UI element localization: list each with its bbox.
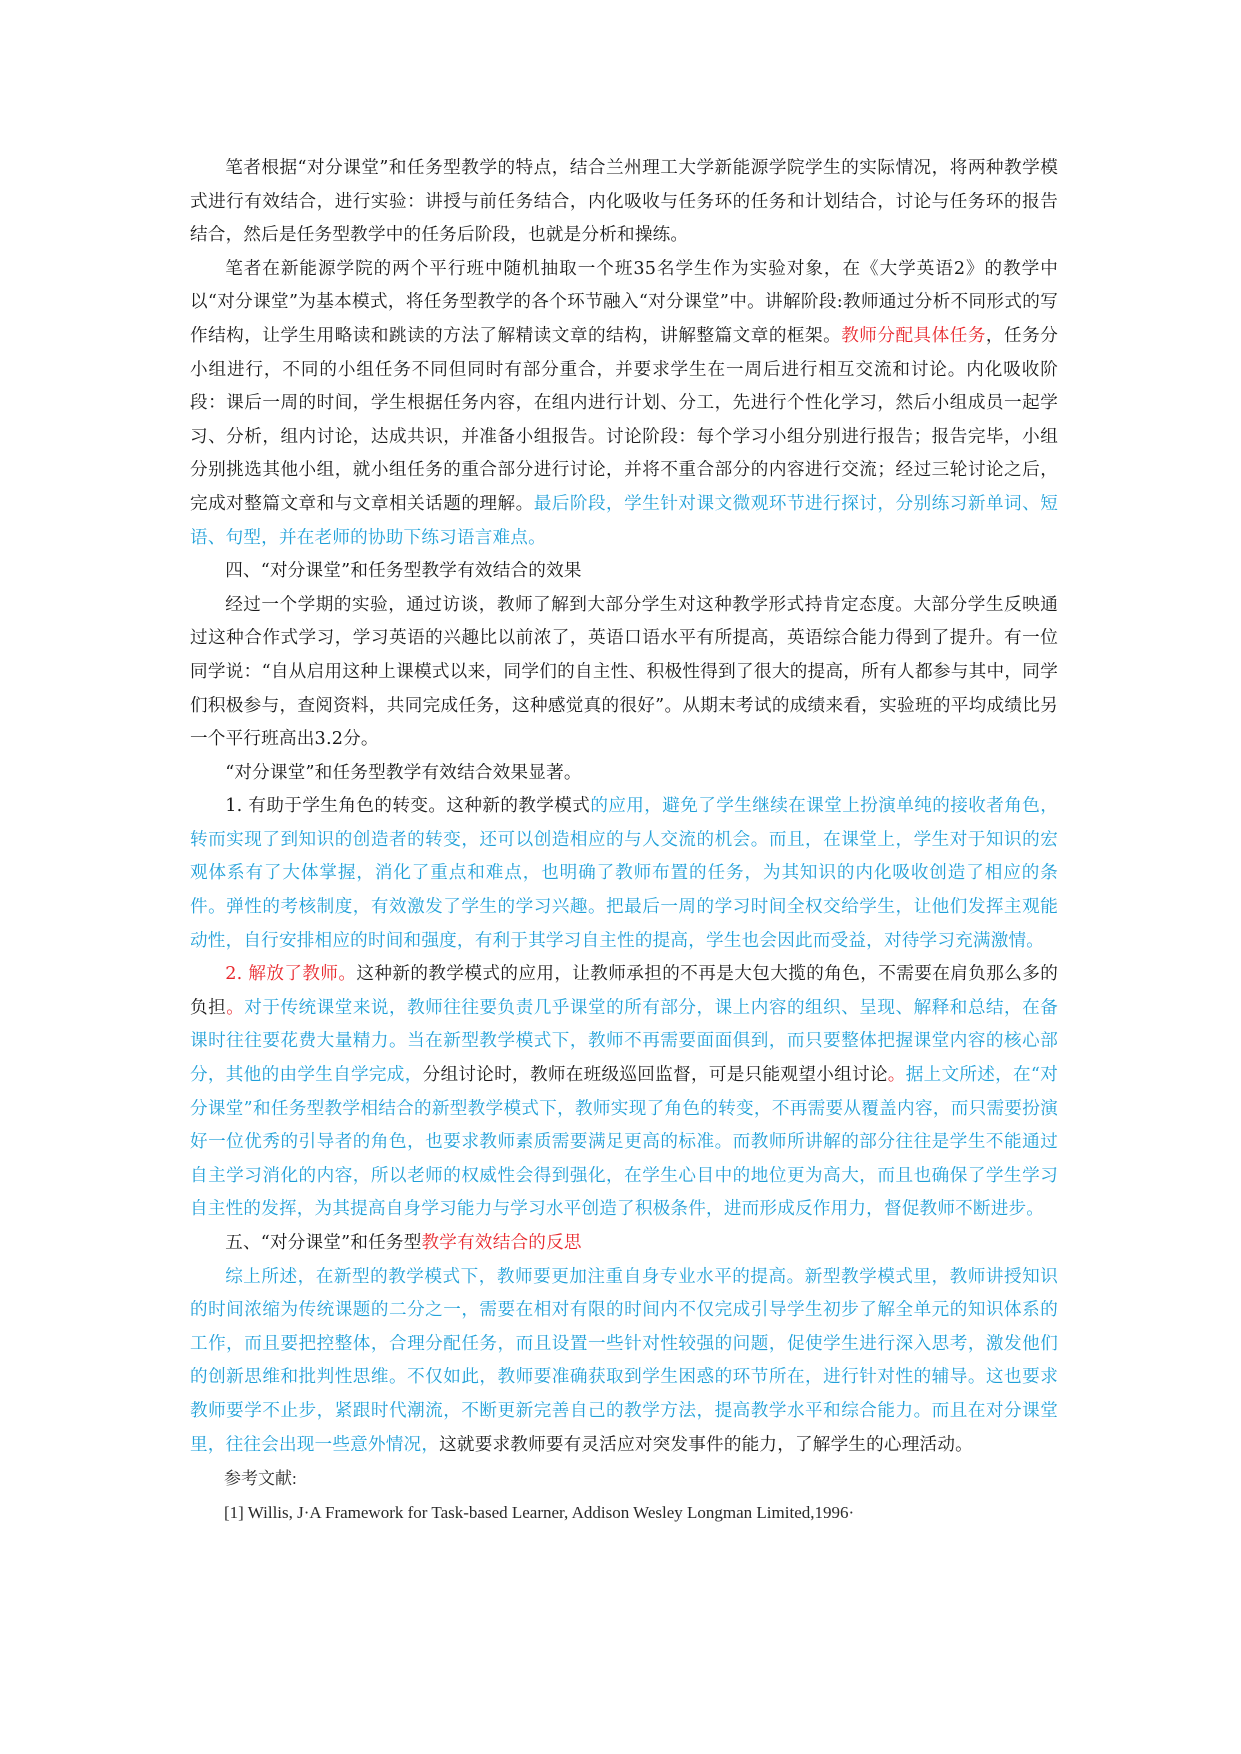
article-body: [190, 152, 1058, 1462]
document-page: [190, 152, 1058, 1529]
text-segment: ，任务分小组进行，不同的小组任务不同但同时有部分重合，并要求学生在一周后进行相互交流和讨论。内化吸收阶段：课后一周的时间，学生根据任务内容，在组内进行计划、分工，先进行个性化学习，然后小组成员一起学习、分析，组内讨论，达成共识，并准备小组报告。讨论阶段：每个学习小组分别进行报告；报告完毕，小组分别挑选其他小组，就小组任务的重合部分进行讨论，并将不重合部分的内容进行交流；经过三轮讨论之后，完成对整篇文章和与文章相关话题的理解。: [190, 325, 1058, 514]
text-segment: 1. 有助于学生角色的转变。这种新的教学模式: [225, 796, 591, 817]
body-paragraph: [190, 253, 1058, 555]
body-paragraph: [190, 589, 1058, 757]
text-segment: 对于传统课堂来说，教师往往要负责几乎课堂的所有部分，课上内容的组织、呈现、解释和总结，在备课时往往要花费大量精力。当在新型教学模式下，教师不再需要面面俱到，而只要整体把握课堂内容的核心部分，其他的由学生自学完成，: [190, 997, 1058, 1086]
body-paragraph: [190, 958, 1058, 1227]
body-paragraph: [190, 152, 1058, 253]
text-segment: 最后阶段，学生针对课文微观环节进行探讨，分别练习新单词、短语、句型，并在老师的协助下练习语言难点。: [190, 493, 1058, 548]
text-segment: 这就要求教师要有灵活应对突发事件的能力，了解学生的心理活动。: [439, 1434, 973, 1455]
text-segment: 这种新的教学模式的应用，让教师承担的不再是大包大揽的角色，不需要在肩负那么多的负担: [190, 964, 1058, 1018]
section-heading: [190, 555, 1058, 589]
text-segment: 五、“对分课堂”和任务型: [225, 1233, 422, 1253]
text-segment: 分组讨论时，教师在班级巡回监督，可是只能观望小组讨论: [422, 1065, 888, 1086]
body-paragraph: [190, 757, 1058, 791]
body-paragraph: [190, 790, 1058, 958]
text-segment: 笔者在新能源学院的两个平行班中随机抽取一个班35名学生作为实验对象，在《大学英语2》的教学中以“对分课堂”为基本模式，将任务型教学的各个环节融入“对分课堂”中。讲解阶段:教师通过分析不同形式的写作结构，让学生用略读和跳读的方法了解精读文章的结构，讲解整篇文章的框架。: [190, 258, 1058, 346]
body-paragraph: [190, 1261, 1058, 1463]
reference-item: [1] Willis, J·A Framework for Task-based Learner, Addison Wesley Longman Limited,1996·: [224, 1502, 855, 1522]
text-segment: 2. 解放了教师。: [225, 964, 357, 985]
text-segment: 的应用，避免了学生继续在课堂上扮演单纯的接收者角色，转而实现了到知识的创造者的转变，还可以创造相应的与人交流的机会。而且，在课堂上，学生对于知识的宏观体系有了大体掌握，消化了重点和难点，也明确了教师布置的任务，为其知识的内化吸收创造了相应的条件。弹性的考核制度，有效激发了学生的学习兴趣。把最后一周的学习时间全权交给学生，让他们发挥主观能动性，自行安排相应的时间和强度，有利于其学习自主性的提高，学生也会因此而受益，对待学习充满激情。: [190, 796, 1059, 951]
text-segment: 综上所述，在新型的教学模式下，教师要更加注重自身专业水平的提高。新型教学模式里，教师讲授知识的时间浓缩为传统课题的二分之一，需要在相对有限的时间内不仅完成引导学生初步了解全单元的知识体系的工作，而且要把控整体，合理分配任务，而且设置一些针对性较强的问题，促使学生进行深入思考，激发他们的创新思维和批判性思维。不仅如此，教师要准确获取到学生困惑的环节所在，进行针对性的辅导。这也要求教师要学不止步，紧跟时代潮流，不断更新完善自己的教学方法，提高教学水平和综合能力。而且在对分课堂里，往往会出现一些意外情况，: [190, 1266, 1058, 1455]
text-segment: 笔者根据“对分课堂”和任务型教学的特点，结合兰州理工大学新能源学院学生的实际情况，将两种教学模式进行有效结合，进行实验：讲授与前任务结合，内化吸收与任务环的任务和计划结合，讨论与任务环的报告结合，然后是任务型教学中的任务后阶段，也就是分析和操练。: [190, 158, 1058, 246]
text-segment: 。: [887, 1065, 906, 1086]
text-segment: 教师分配具体任务: [841, 325, 986, 346]
text-segment: 四、“对分课堂”和任务型教学有效结合的效果: [225, 561, 582, 582]
text-segment: “对分课堂”和任务型教学有效结合效果显著。: [225, 762, 582, 783]
references-title: 参考文献:: [224, 1469, 297, 1489]
text-segment: 教学有效结合的反思: [421, 1233, 582, 1253]
text-segment: 。: [226, 997, 245, 1018]
section-heading: [190, 1227, 1058, 1261]
text-segment: 据上文所述，在“对分课堂”和任务型教学相结合的新型教学模式下，教师实现了角色的转变，不再需要从覆盖内容，而只需要扮演好一位优秀的引导者的角色，也要求教师素质需要满足更高的标准。而教师所讲解的部分往往是学生不能通过自主学习消化的内容，所以老师的权威性会得到强化，在学生心目中的地位更为高大，而且也确保了学生学习自主性的发挥，为其提高自身学习能力与学习水平创造了积极条件，进而形成反作用力，督促教师不断进步。: [190, 1065, 1059, 1220]
text-segment: 经过一个学期的实验，通过访谈，教师了解到大部分学生对这种教学形式持肯定态度。大部分学生反映通过这种合作式学习，学习英语的兴趣比以前浓了，英语口语水平有所提高，英语综合能力得到了提升。有一位同学说：“自从启用这种上课模式以来，同学们的自主性、积极性得到了很大的提高，所有人都参与其中，同学们积极参与，查阅资料，共同完成任务，这种感觉真的很好”。从期末考试的成绩来看，实验班的平均成绩比另一个平行班高出3.2分。: [190, 594, 1058, 750]
